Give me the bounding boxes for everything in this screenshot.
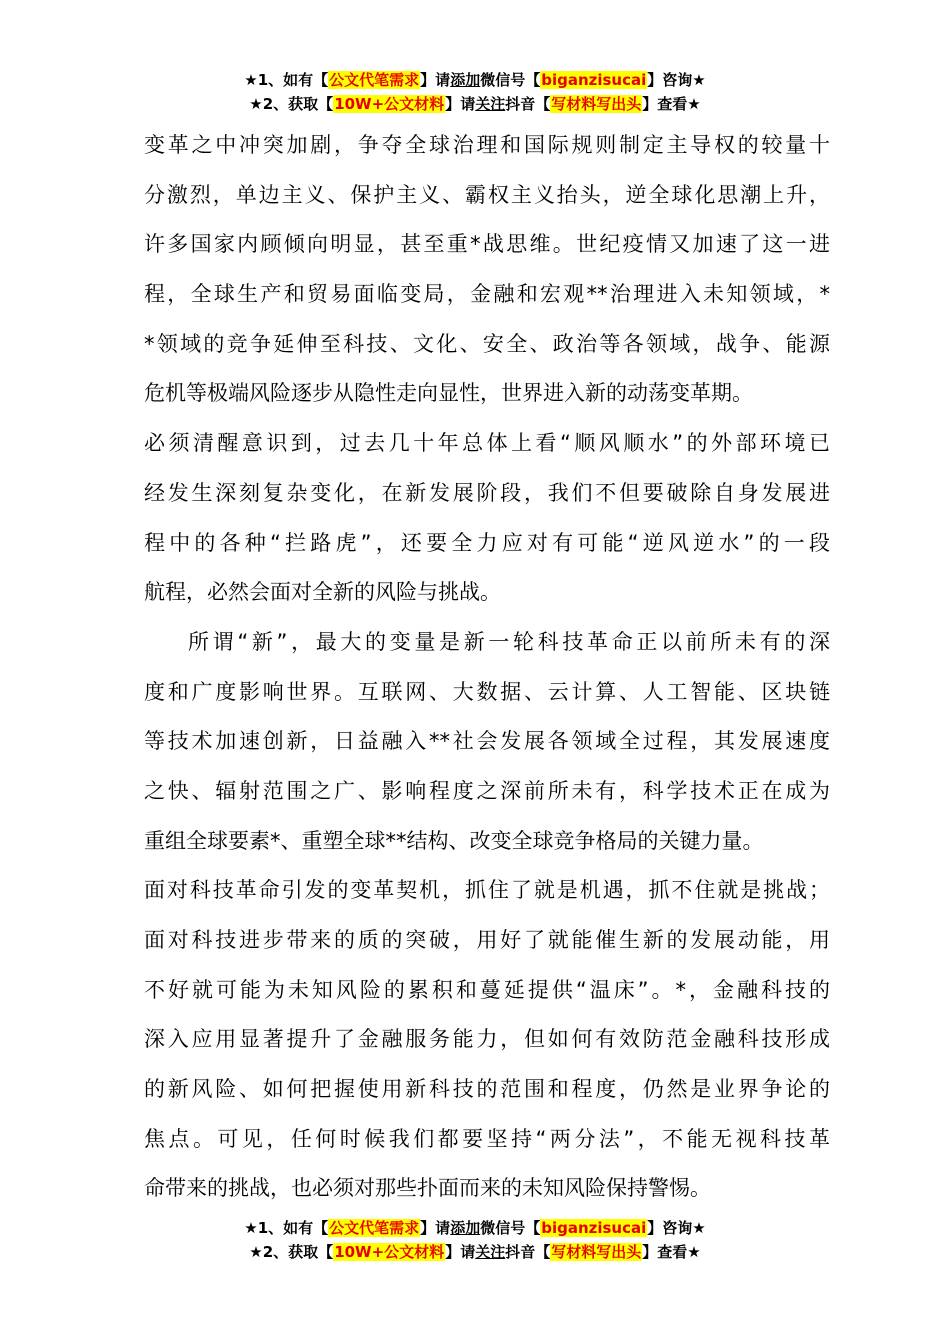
banner-text: 微信号【 bbox=[480, 71, 541, 89]
footer-banner bbox=[0, 1216, 950, 1264]
body-line: 等技术加速创新，日益融入**社会发展各领域全过程，其发展速度 bbox=[144, 729, 830, 754]
body-line: 不好就可能为未知风险的累积和蔓延提供“温床”。*，金融科技的 bbox=[144, 977, 830, 1002]
banner-text: ★2、获取【 bbox=[249, 95, 334, 113]
banner-text: 抖音【 bbox=[505, 1243, 551, 1261]
body-line: 程中的各种“拦路虎”，还要全力应对有可能“逆风逆水”的一段 bbox=[144, 530, 830, 555]
banner-text: ★1、如有【 bbox=[244, 71, 329, 89]
body-line: 命带来的挑战，也必须对那些扑面而来的未知风险保持警惕。 bbox=[144, 1176, 711, 1201]
body-line: 经发生深刻复杂变化，在新发展阶段，我们不但要破除自身发展进 bbox=[144, 480, 830, 505]
body-line: 面对科技进步带来的质的突破，用好了就能催生新的发展动能，用 bbox=[144, 928, 830, 952]
banner-text: 】请 bbox=[445, 1243, 476, 1261]
body-line: 度和广度影响世界。互联网、大数据、云计算、人工智能、区块链 bbox=[144, 679, 830, 704]
banner-text: 】请 bbox=[445, 95, 476, 113]
body-line: 的新风险、如何把握使用新科技的范围和程度，仍然是业界争论的 bbox=[144, 1077, 830, 1102]
banner-text: ★1、如有【 bbox=[244, 1219, 329, 1237]
banner-underline: 添加 bbox=[450, 71, 481, 89]
banner-highlight: biganzisucai bbox=[541, 71, 647, 89]
header-banner-line-2 bbox=[0, 92, 950, 116]
body-line: 面对科技革命引发的变革契机，抓住了就是机遇，抓不住就是挑战； bbox=[144, 878, 830, 903]
banner-highlight: 10W+公文材料 bbox=[334, 95, 445, 113]
body-line: 之快、辐射范围之广、影响程度之深前所未有，科学技术正在成为 bbox=[144, 778, 830, 803]
banner-highlight: 写材料写出头 bbox=[551, 95, 642, 113]
banner-text: 】请 bbox=[420, 71, 451, 89]
banner-text: 微信号【 bbox=[480, 1219, 541, 1237]
banner-text: 】查看★ bbox=[642, 1243, 701, 1261]
document-body bbox=[144, 121, 830, 1214]
body-line: 航程，必然会面对全新的风险与挑战。 bbox=[144, 580, 501, 605]
banner-underline: 关注 bbox=[475, 95, 506, 113]
footer-banner-line-1 bbox=[0, 1216, 950, 1240]
body-line: 必须清醒意识到，过去几十年总体上看“顺风顺水”的外部环境已 bbox=[144, 431, 830, 456]
banner-highlight: 10W+公文材料 bbox=[334, 1243, 445, 1261]
banner-text: 抖音【 bbox=[505, 95, 551, 113]
body-line: 深入应用显著提升了金融服务能力，但如何有效防范金融科技形成 bbox=[144, 1027, 830, 1052]
body-line: 分激烈，单边主义、保护主义、霸权主义抬头，逆全球化思潮上升， bbox=[144, 182, 830, 207]
banner-highlight: 公文代笔需求 bbox=[329, 71, 420, 89]
body-line: 许多国家内顾倾向明显，甚至重*战思维。世纪疫情又加速了这一进 bbox=[144, 232, 830, 257]
body-line: 重组全球要素*、重塑全球**结构、改变全球竞争格局的关键力量。 bbox=[144, 828, 764, 853]
banner-text: 】请 bbox=[420, 1219, 451, 1237]
footer-banner-line-2 bbox=[0, 1240, 950, 1264]
body-line: 变革之中冲突加剧，争夺全球治理和国际规则制定主导权的较量十 bbox=[144, 133, 830, 157]
banner-underline: 关注 bbox=[475, 1243, 506, 1261]
banner-text: 】查看★ bbox=[642, 95, 701, 113]
header-banner bbox=[0, 68, 950, 116]
body-line-paragraph-start: 所谓“新”，最大的变量是新一轮科技革命正以前所未有的深 bbox=[188, 629, 830, 654]
body-line: *领域的竞争延伸至科技、文化、安全、政治等各领域，战争、能源 bbox=[144, 331, 830, 356]
header-banner-line-1 bbox=[0, 68, 950, 92]
body-line: 危机等极端风险逐步从隐性走向显性，世界进入新的动荡变革期。 bbox=[144, 381, 753, 406]
body-line: 焦点。可见，任何时候我们都要坚持“两分法”，不能无视科技革 bbox=[144, 1126, 830, 1151]
banner-highlight: 写材料写出头 bbox=[551, 1243, 642, 1261]
banner-text: 】咨询★ bbox=[647, 71, 706, 89]
banner-text: 】咨询★ bbox=[647, 1219, 706, 1237]
banner-highlight: 公文代笔需求 bbox=[329, 1219, 420, 1237]
banner-underline: 添加 bbox=[450, 1219, 481, 1237]
banner-text: ★2、获取【 bbox=[249, 1243, 334, 1261]
body-line: 程，全球生产和贸易面临变局，金融和宏观**治理进入未知领域，* bbox=[144, 282, 830, 307]
banner-highlight: biganzisucai bbox=[541, 1219, 647, 1237]
